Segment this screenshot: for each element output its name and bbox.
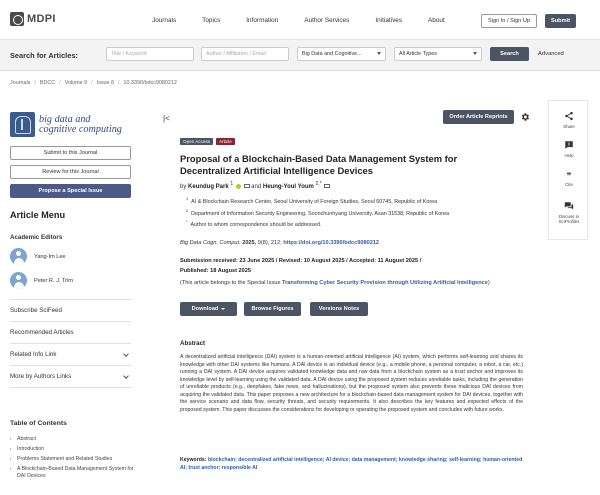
download-label: Download <box>191 306 219 312</box>
toc-item[interactable]: ▪ Problems Statement and Related Studies <box>10 456 135 463</box>
special-issue-suffix: ) <box>487 280 490 286</box>
table-of-contents <box>10 436 135 483</box>
order-reprints-button[interactable]: Order Article Reprints <box>443 110 514 124</box>
breadcrumb-issue[interactable]: Issue 8 <box>96 80 115 86</box>
journal-select[interactable] <box>297 47 386 61</box>
breadcrumb-doi: 10.3390/bdcc9080212 <box>123 80 177 86</box>
open-access-badge: Open Access <box>180 138 213 145</box>
toc-item[interactable]: ▪ A Blockchain-Based Data Management System for DAI Devices <box>10 466 135 479</box>
breadcrumb-separator: / <box>59 80 61 86</box>
discuss-label-2: SciProfiles <box>558 219 580 224</box>
affiliations <box>186 197 526 232</box>
affiliation-sup: 1 <box>186 197 189 201</box>
divider <box>10 321 131 322</box>
nav-about[interactable]: About <box>428 17 445 24</box>
sidebar-item-label: Recommended Articles <box>10 329 74 336</box>
author-affil-sup: 2,* <box>315 181 322 187</box>
chevron-down-icon <box>221 308 225 310</box>
share-icon <box>564 111 574 121</box>
affiliation-text: Author to whom correspondence should be addressed. <box>190 222 322 229</box>
breadcrumb-separator: / <box>34 80 36 86</box>
journal-name-line-1: big data and <box>39 113 91 125</box>
email-icon[interactable] <box>244 184 250 188</box>
discuss-icon <box>564 201 574 211</box>
author-affil-sup: 1 <box>230 181 234 187</box>
article-badges <box>180 138 235 145</box>
article-main <box>152 100 540 495</box>
subscribe-scifeed-link[interactable] <box>10 307 131 314</box>
sign-in-button[interactable]: Sign In / Sign Up <box>481 14 537 28</box>
nav-journals[interactable]: Journals <box>152 17 177 24</box>
right-action-rail <box>548 100 588 240</box>
chevron-down-icon <box>473 52 477 55</box>
propose-special-issue-button[interactable]: Propose a Special Issue <box>10 184 131 198</box>
affiliation <box>186 197 526 205</box>
recommended-articles-link[interactable] <box>10 329 131 336</box>
keywords-list[interactable]: blockchain; decentralized artificial intelligence; AI device; data management; knowledge sharing; self-learning; human-oriented AI; trust anchor; responsible AI <box>180 457 523 471</box>
top-navigation <box>0 0 600 40</box>
table-of-contents-heading: Table of Contents <box>10 420 67 427</box>
journal-logo-text <box>39 115 122 135</box>
download-button[interactable] <box>180 302 237 316</box>
citation-volume: 9(8), 212; <box>257 240 282 246</box>
mdpi-logo-text: MDPI <box>27 13 56 25</box>
avatar <box>10 248 27 265</box>
nav-initiatives[interactable]: Initiatives <box>375 17 403 24</box>
citation-line <box>180 240 379 246</box>
cite-action[interactable] <box>549 171 589 187</box>
orcid-icon[interactable] <box>236 184 241 189</box>
journal-select-value: Big Data and Cognitive... <box>302 51 362 57</box>
breadcrumb-journals[interactable]: Journals <box>10 80 31 86</box>
citation-journal: Big Data Cogn. Comput. <box>180 240 241 246</box>
help-label: Help <box>564 153 574 158</box>
versions-notes-button[interactable]: Versions Notes <box>310 302 368 316</box>
affiliation-text: Department of Information Security Engineering, Soonchunhyang University, Asan 31538, Republic of Korea <box>191 210 450 217</box>
journal-logo-icon <box>10 112 35 137</box>
abstract-heading: Abstract <box>180 340 206 347</box>
breadcrumb-separator: / <box>91 80 93 86</box>
article-search-bar <box>0 40 600 71</box>
nav-topics[interactable]: Topics <box>202 17 221 24</box>
affiliation-sup: 2 <box>186 208 189 213</box>
and-label: and <box>251 184 262 190</box>
chevron-down-icon <box>377 52 381 55</box>
breadcrumb-volume[interactable]: Volume 9 <box>64 80 88 86</box>
breadcrumb-separator: / <box>118 80 120 86</box>
sidebar-item-label: Related Info Link <box>10 351 57 358</box>
author-link[interactable]: Keundug Park <box>188 184 229 190</box>
title-keyword-input[interactable]: Title / Keyword <box>106 47 194 61</box>
review-for-journal-button[interactable]: Review for this Journal <box>10 165 131 179</box>
keywords <box>180 457 523 472</box>
article-menu-heading: Article Menu <box>10 210 66 220</box>
by-label: by <box>180 184 187 190</box>
gear-icon[interactable] <box>520 112 530 122</box>
article-type-select[interactable] <box>394 47 482 61</box>
affiliation-sup: * <box>186 220 188 225</box>
dates-line-1: Submission received: 23 June 2025 / Revised: 10 August 2025 / Accepted: 11 August 2025 / <box>180 258 422 264</box>
chevron-down-icon <box>123 373 129 379</box>
keywords-label: Keywords: <box>180 457 207 463</box>
related-info-link-toggle[interactable] <box>10 351 131 358</box>
email-icon[interactable] <box>324 184 330 188</box>
author-link[interactable]: Heung-Youl Youm <box>262 184 314 190</box>
divider <box>10 365 131 366</box>
article-type-badge: Article <box>216 138 235 145</box>
author-affiliation-input[interactable]: Author / Affiliation / Email <box>201 47 289 61</box>
toc-item[interactable]: ▪ Abstract <box>10 436 135 443</box>
special-issue-prefix: (This article belongs to the Special Issue <box>180 280 281 286</box>
sidebar-item-label: More by Authors Links <box>10 373 72 380</box>
article-dates <box>180 256 520 276</box>
help-action[interactable] <box>549 140 589 158</box>
main-nav <box>152 17 469 24</box>
academic-editors-heading: Academic Editors <box>10 234 63 241</box>
more-by-authors-toggle[interactable] <box>10 373 131 380</box>
chevron-down-icon <box>123 351 129 357</box>
affiliation <box>186 209 526 217</box>
help-icon <box>564 140 574 150</box>
affiliation <box>186 220 526 228</box>
search-button[interactable]: Search <box>490 47 529 61</box>
breadcrumb-journal[interactable]: BDCC <box>39 80 56 86</box>
editor-item[interactable] <box>10 248 66 265</box>
mdpi-logo-icon <box>10 12 24 26</box>
share-label: Share <box>563 124 575 129</box>
nav-author-services[interactable]: Author Services <box>304 17 350 24</box>
sidebar-item-label: Subscribe SciFeed <box>10 307 62 314</box>
discuss-label-1: Discuss in <box>558 214 579 219</box>
search-label: Search for Articles: <box>10 51 78 60</box>
nav-information[interactable]: Information <box>246 17 279 24</box>
submit-to-journal-button[interactable]: Submit to this Journal <box>10 146 131 160</box>
special-issue-note <box>180 279 505 288</box>
abstract-text: A decentralized artificial intelligence (DAI) system is a human-oriented artificial intelligence (AI) system, which performs self-learning and shares its knowledge with other DAI systems like humans. A DAI device is an individual device (e.g., a mobile phone, a personal computer, a robot, a car, etc.) running a DAI system. A DAI device acquires validated knowledge data and raw data from a blockchain system as a trust anchor and improves its knowledge level by self-learning using the validated data. A DAI device using the proposed system reduces unreliable tasks, including the generation of unreliable products (e.g., deepfakes, fake news, and hallucinations), but the proposed system also prevents these malicious DAI devices from acquiring the validated data. This paper proposes a new architecture for a blockchain-based data management system for DAI devices, together with the service scenario and data flow, security threats, and security requirements. It also describes the key features and expected effects of the proposed system. This paper discusses the considerations for developing or operating the proposed system and concludes with future works. <box>180 354 523 413</box>
quote-icon: ❞ <box>566 171 572 181</box>
avatar <box>10 272 27 289</box>
citation-year: 2025, <box>242 240 257 246</box>
article-authors <box>180 181 330 190</box>
divider <box>10 387 131 388</box>
article-title: Proposal of a Blockchain-Based Data Management System for Decentralized Artificial Intelligence Devices <box>180 153 458 176</box>
doi-link[interactable]: https://doi.org/10.3390/bdcc9080212 <box>283 240 380 246</box>
toc-item[interactable]: ▪ Introduction <box>10 446 135 453</box>
share-action[interactable] <box>549 111 589 129</box>
affiliation-text: AI & Blockchain Research Center, Seoul University of Foreign Studies, Seoul 60745, Republic of Korea <box>191 198 438 205</box>
advanced-search-link[interactable]: Advanced <box>538 51 564 57</box>
editor-item[interactable] <box>10 272 73 289</box>
discuss-action[interactable] <box>549 201 589 224</box>
dates-line-2: Published: 18 August 2025 <box>180 268 251 274</box>
special-issue-link[interactable]: Transforming Cyber Security Provision through Utilizing Artificial Intelligence <box>282 280 488 286</box>
browse-figures-button[interactable]: Browse Figures <box>244 302 301 316</box>
journal-name-line-2: cognitive computing <box>39 123 122 135</box>
submit-button[interactable]: Submit <box>545 14 576 28</box>
collapse-sidebar-icon[interactable]: |< <box>163 114 170 123</box>
divider <box>10 343 131 344</box>
cite-label: Cite <box>565 182 573 187</box>
article-type-value: All Article Types <box>399 51 437 57</box>
left-sidebar <box>0 100 148 495</box>
journal-logo[interactable] <box>10 112 122 137</box>
breadcrumb <box>10 80 177 86</box>
divider <box>10 299 131 300</box>
mdpi-logo[interactable] <box>10 12 56 26</box>
editor-name: Yang-Im Lee <box>34 253 66 260</box>
editor-name: Peter R. J. Trim <box>34 277 73 284</box>
